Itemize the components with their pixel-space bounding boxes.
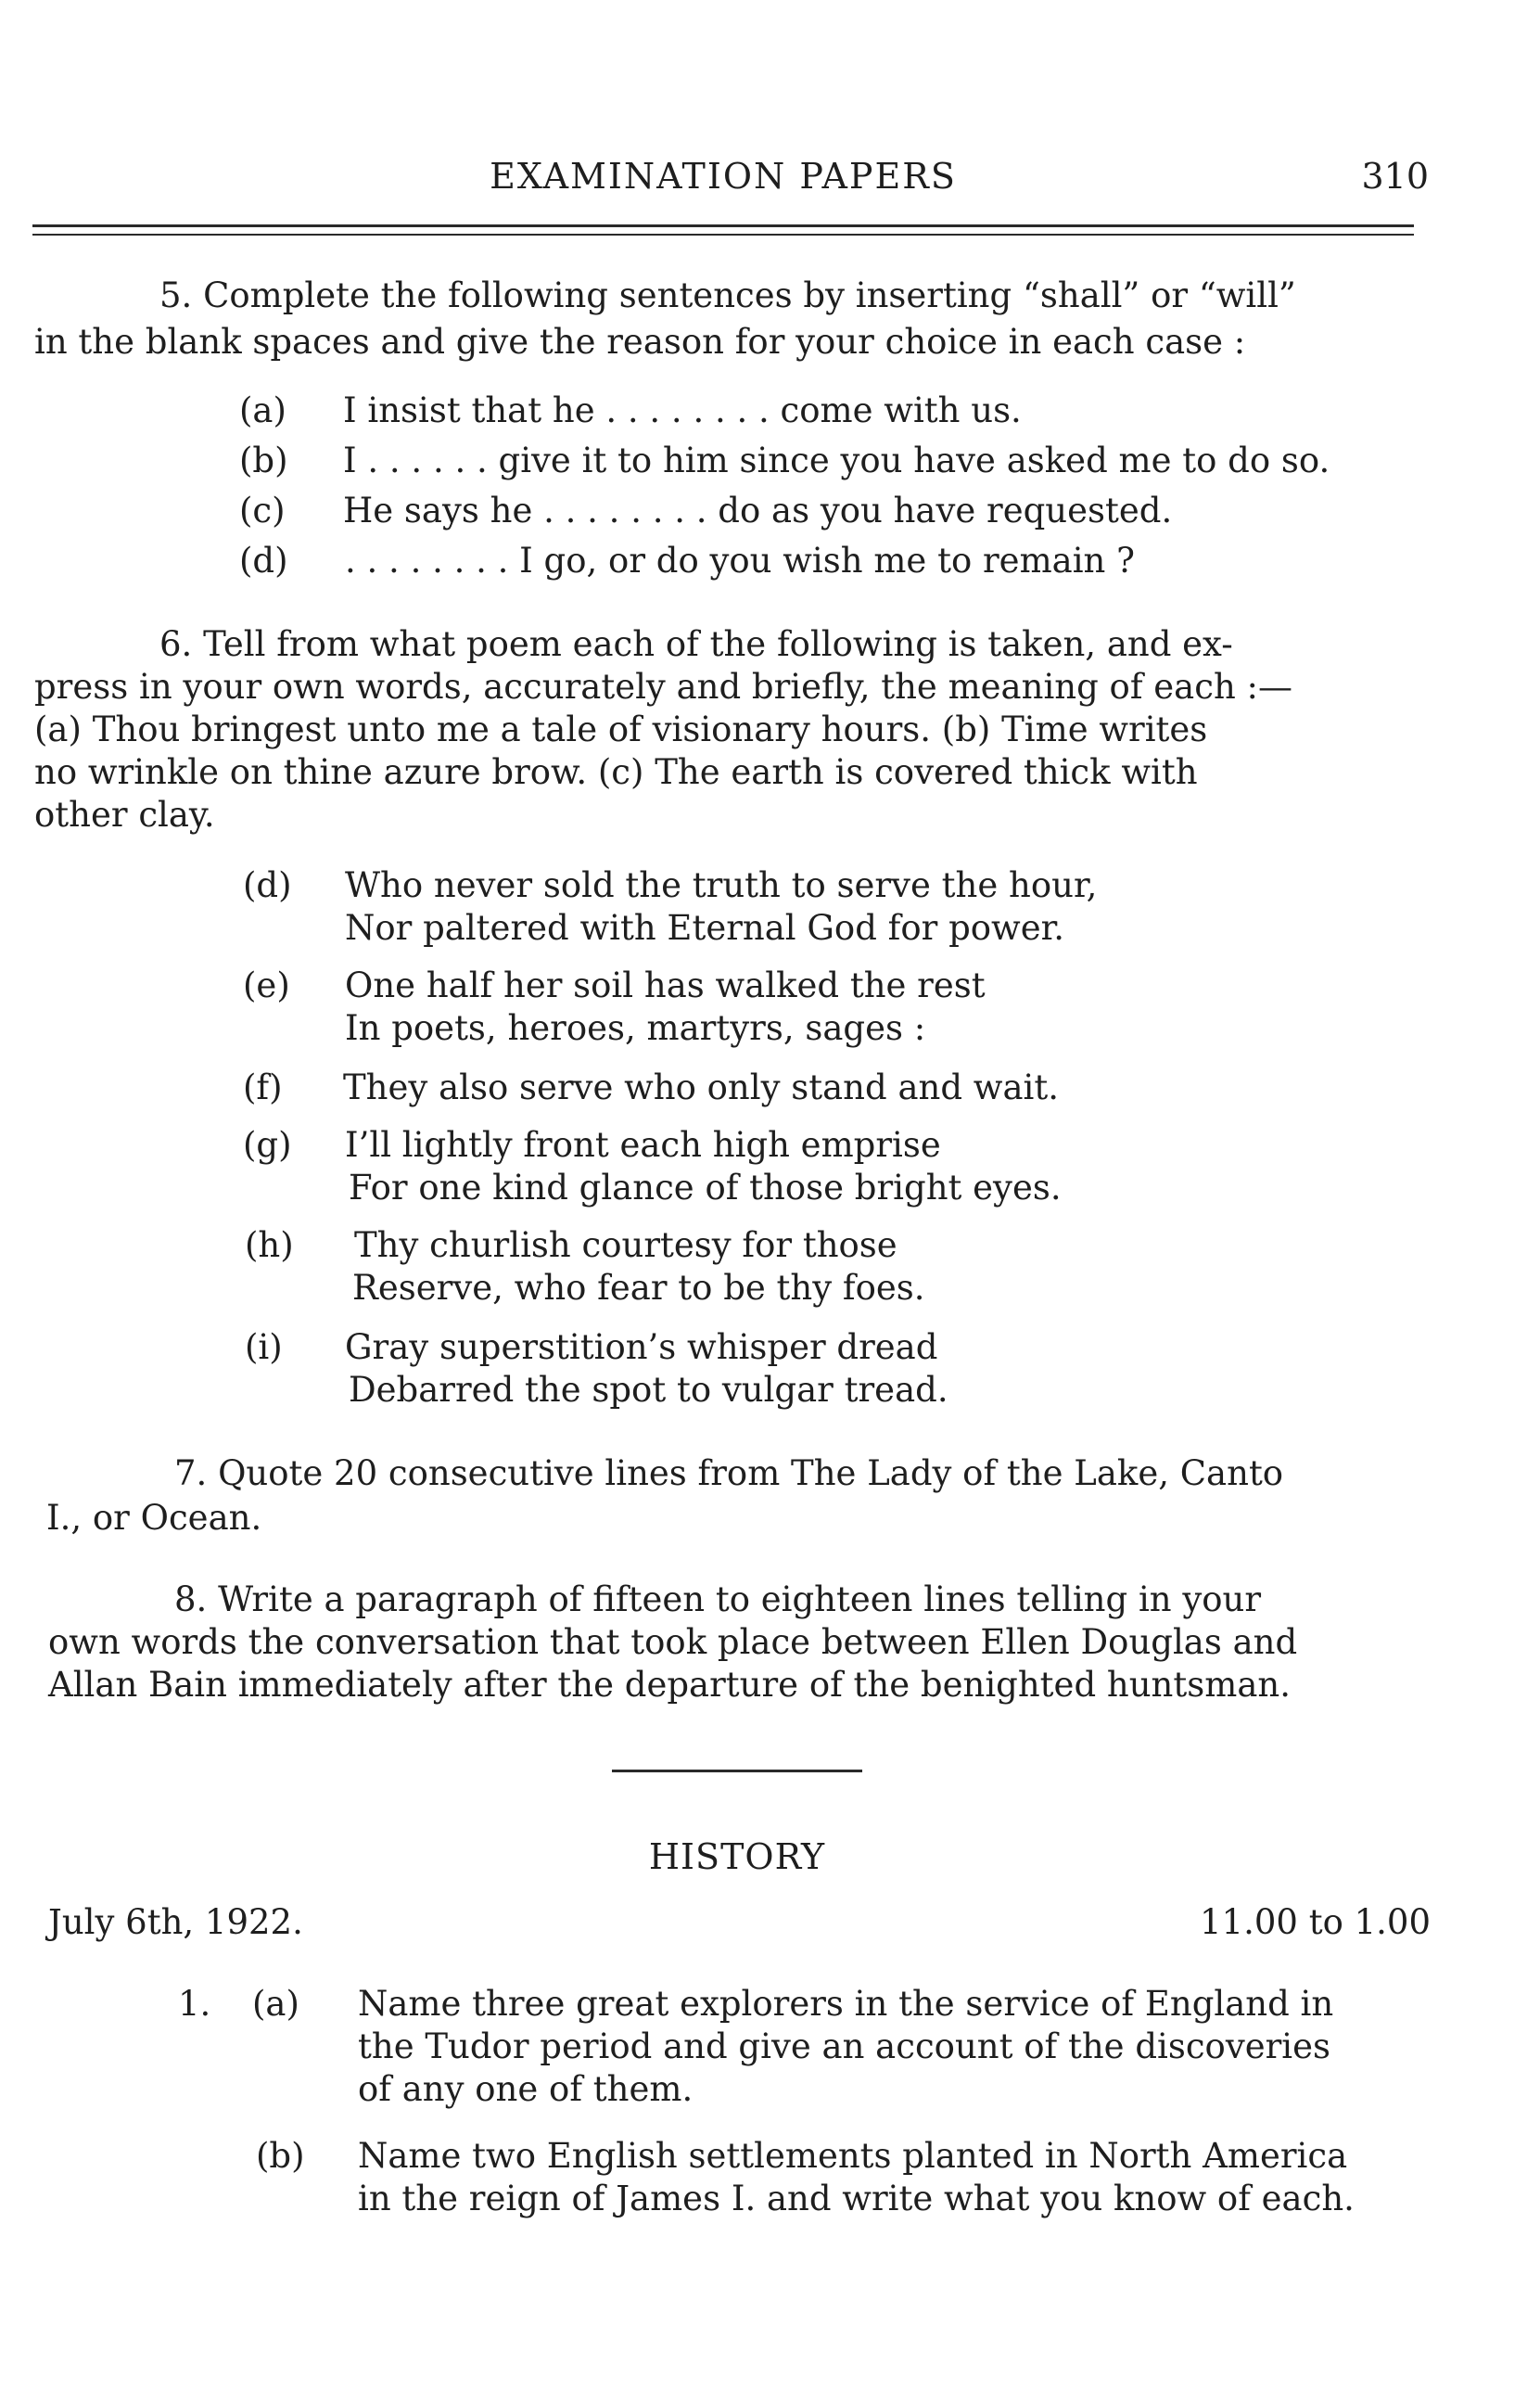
q6-item-e-label: (e) — [243, 965, 290, 1005]
q6-item-h-label: (h) — [245, 1225, 294, 1265]
q6-line-5: other clay. — [34, 795, 215, 835]
q5-item-d-text: . . . . . . . . I go, or do you wish me to remain ? — [345, 541, 1135, 581]
q6-item-f-label: (f) — [243, 1067, 283, 1107]
q8-line-3: Allan Bain immediately after the departure of the benighted huntsman. — [48, 1665, 1291, 1705]
page-number: 310 — [1361, 156, 1429, 197]
q6-item-g-line-1: I’ll lightly front each high emprise — [345, 1125, 941, 1165]
q6-item-e-line-1: One half her soil has walked the rest — [345, 965, 986, 1005]
running-header-title: EXAMINATION PAPERS — [490, 156, 957, 197]
header-rule-thin — [32, 234, 1414, 236]
q6-item-i-line-2: Debarred the spot to vulgar tread. — [349, 1370, 948, 1410]
q7-line-1: 7. Quote 20 consecutive lines from The Lady of the Lake, Canto — [174, 1453, 1284, 1493]
exam-time: 11.00 to 1.00 — [1200, 1902, 1431, 1942]
q6-item-h-line-2: Reserve, who fear to be thy foes. — [352, 1268, 925, 1308]
history-q1b-line-1: Name two English settlements planted in North America — [358, 2136, 1348, 2176]
history-q1a-line-2: the Tudor period and give an account of the discoveries — [358, 2026, 1331, 2066]
q5-item-d-label: (d) — [239, 541, 288, 581]
q8-line-2: own words the conversation that took place between Ellen Douglas and — [48, 1622, 1298, 1662]
q5-item-c-label: (c) — [239, 491, 286, 530]
q6-item-d-line-2: Nor paltered with Eternal God for power. — [345, 908, 1064, 948]
history-q1b-label: (b) — [256, 2136, 305, 2176]
q6-item-d-line-1: Who never sold the truth to serve the hour, — [345, 865, 1098, 905]
q8-line-1: 8. Write a paragraph of fifteen to eighteen lines telling in your — [174, 1579, 1262, 1619]
q5-line-1: 5. Complete the following sentences by inserting “shall” or “will” — [159, 275, 1296, 315]
exam-date: July 6th, 1922. — [48, 1902, 303, 1942]
q6-item-g-label: (g) — [243, 1125, 292, 1165]
q6-item-h-line-1: Thy churlish courtesy for those — [354, 1225, 897, 1265]
q5-item-a-label: (a) — [239, 390, 286, 430]
q6-line-3: (a) Thou bringest unto me a tale of visionary hours. (b) Time writes — [34, 709, 1208, 749]
q6-item-f-line-1: They also serve who only stand and wait. — [343, 1067, 1059, 1107]
q5-item-a-text: I insist that he . . . . . . . . come with us. — [343, 390, 1022, 430]
q6-line-1: 6. Tell from what poem each of the following is taken, and ex- — [159, 624, 1233, 664]
section-divider — [612, 1770, 862, 1772]
q6-item-e-line-2: In poets, heroes, martyrs, sages : — [345, 1008, 926, 1048]
history-q1a-label: (a) — [252, 1984, 299, 2024]
q6-item-i-line-1: Gray superstition’s whisper dread — [345, 1327, 938, 1367]
q5-item-c-text: He says he . . . . . . . . do as you have requested. — [343, 491, 1173, 530]
q6-item-i-label: (i) — [245, 1327, 283, 1367]
q5-item-b-text: I . . . . . . give it to him since you have asked me to do so. — [343, 441, 1330, 480]
q6-item-d-label: (d) — [243, 865, 292, 905]
q7-line-2: I., or Ocean. — [46, 1498, 262, 1538]
section-title-history: HISTORY — [648, 1836, 826, 1877]
q5-line-2: in the blank spaces and give the reason for your choice in each case : — [34, 322, 1246, 362]
q6-line-4: no wrinkle on thine azure brow. (c) The earth is covered thick with — [34, 752, 1198, 792]
history-q1a-line-1: Name three great explorers in the service of England in — [358, 1984, 1334, 2024]
history-q1a-line-3: of any one of them. — [358, 2069, 694, 2109]
history-q1b-line-2: in the reign of James I. and write what you know of each. — [358, 2179, 1355, 2218]
q6-line-2: press in your own words, accurately and briefly, the meaning of each :— — [34, 667, 1293, 707]
q6-item-g-line-2: For one kind glance of those bright eyes. — [349, 1168, 1062, 1208]
history-q1-number: 1. — [178, 1984, 211, 2024]
header-rule — [32, 224, 1414, 227]
q5-item-b-label: (b) — [239, 441, 288, 480]
